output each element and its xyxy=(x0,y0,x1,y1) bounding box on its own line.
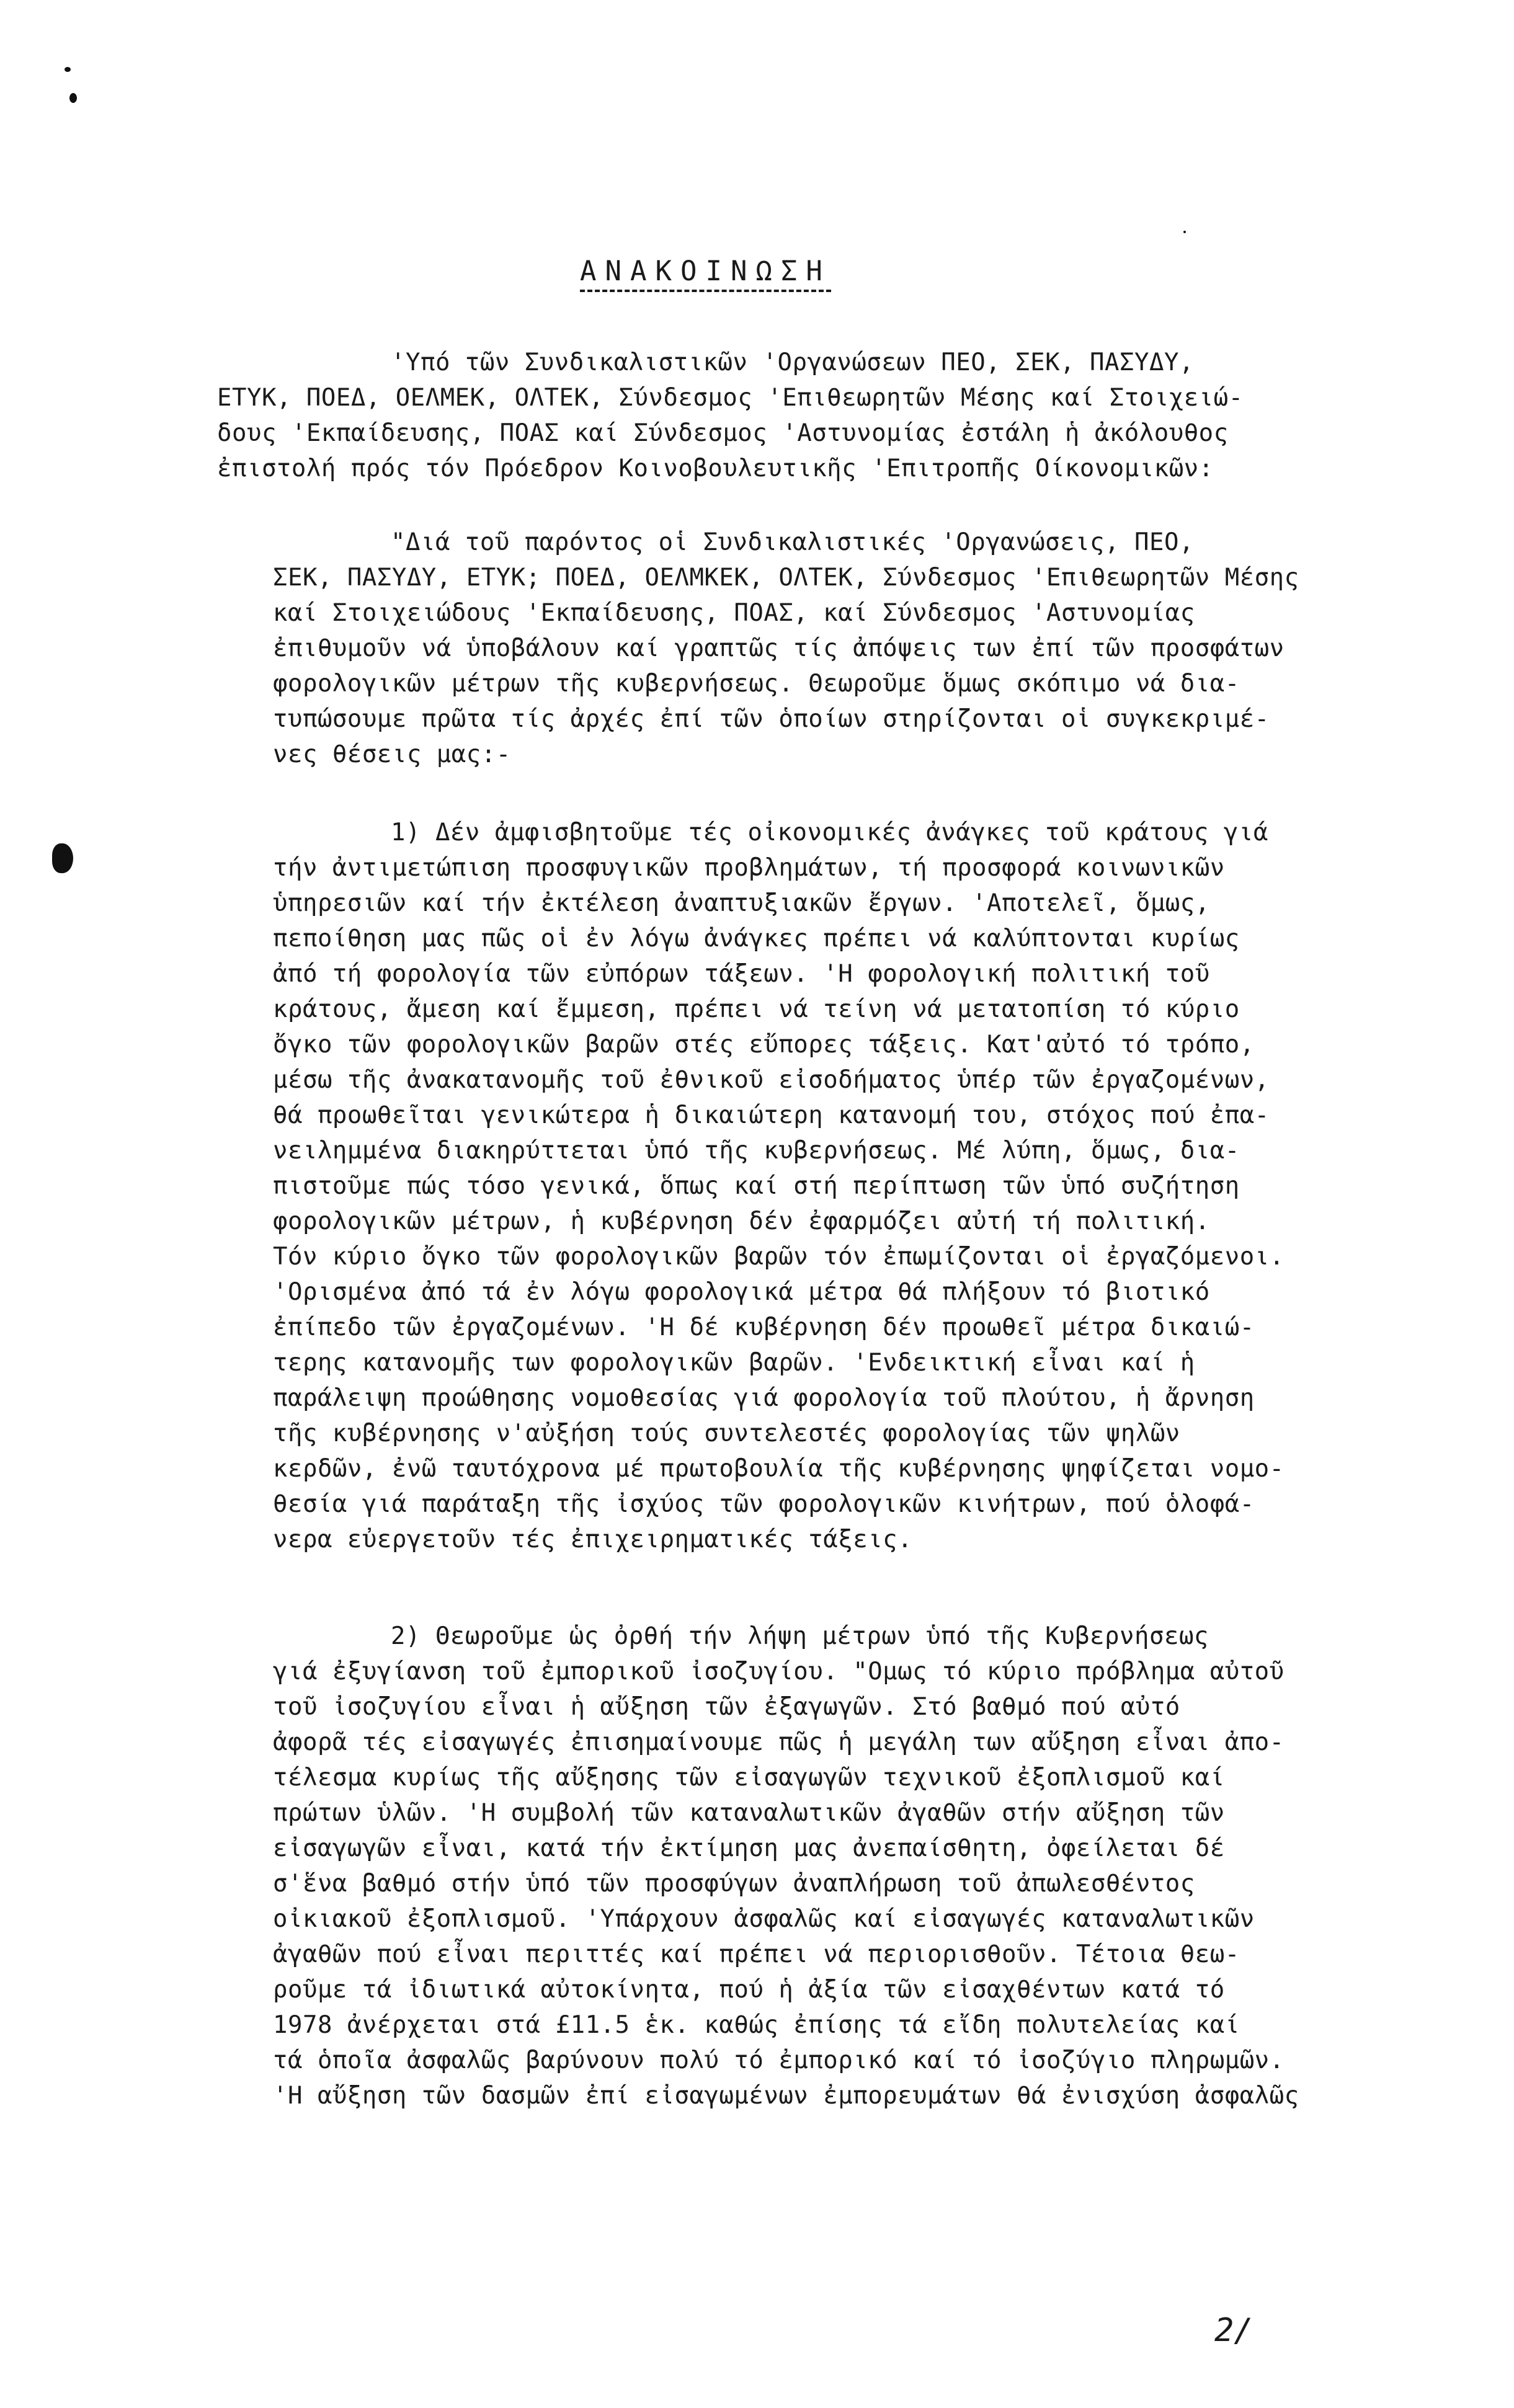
point-1-line: τῆς κυβέρνησης ν'αὐξήση τούς συντελεστές φορολογίας τῶν ψηλῶν xyxy=(273,1419,1180,1447)
letter-line: ἐπιθυμοῦν νά ὑποβάλουν καί γραπτῶς τίς ἀπόψεις των ἐπί τῶν προσφάτων xyxy=(273,634,1285,662)
letter-line: τυπώσουμε πρῶτα τίς ἀρχές ἐπί τῶν ὁποίων στηρίζονται οἱ συγκεκριμέ- xyxy=(273,705,1270,733)
letter-line: φορολογικῶν μέτρων τῆς κυβερνήσεως. Θεωροῦμε ὅμως σκόπιμο νά δια- xyxy=(273,670,1240,698)
point-2-line: σ'ἕνα βαθμό στήν ὑπό τῶν προσφύγων ἀναπλήρωση τοῦ ἀπωλεσθέντος xyxy=(273,1870,1195,1898)
point-1-line: ἐπίπεδο τῶν ἐργαζομένων. 'Η δέ κυβέρνηση δέν προωθεῖ μέτρα δικαιώ- xyxy=(273,1313,1255,1341)
point-2-line: ἀφορᾶ τές εἰσαγωγές ἐπισημαίνουμε πῶς ἡ μεγάλη των αὔξηση εἶναι ἀπο- xyxy=(273,1728,1285,1756)
point-2-line: 'Η αὔξηση τῶν δασμῶν ἐπί εἰσαγωμένων ἐμπορευμάτων θά ἐνισχύση ἀσφαλῶς xyxy=(273,2082,1299,2110)
scan-speck xyxy=(52,843,73,873)
point-2-line: πρώτων ὑλῶν. 'Η συμβολή τῶν καταναλωτικῶν ἀγαθῶν στήν αὔξηση τῶν xyxy=(273,1799,1225,1827)
point-1-line: μέσω τῆς ἀνακατανομῆς τοῦ ἐθνικοῦ εἰσοδήματος ὑπέρ τῶν ἐργαζομένων, xyxy=(273,1066,1270,1094)
point-2-line: 1978 ἀνέρχεται στά £11.5 ἑκ. καθώς ἐπίσης τά εἴδη πολυτελείας καί xyxy=(273,2011,1240,2039)
point-1-line: πεποίθηση μας πῶς οἱ ἐν λόγω ἀνάγκες πρέπει νά καλύπτονται κυρίως xyxy=(273,925,1240,953)
letter-line: "Διά τοῦ παρόντος οἱ Συνδικαλιστικές 'Οργανώσεις, ΠΕΟ, xyxy=(391,528,1194,556)
point-1-line: Τόν κύριο ὄγκο τῶν φορολογικῶν βαρῶν τόν ἐπωμίζονται οἱ ἐργαζόμενοι. xyxy=(273,1243,1285,1271)
point-1-line: παράλειψη προώθησης νομοθεσίας γιά φορολογία τοῦ πλούτου, ἡ ἄρνηση xyxy=(273,1384,1255,1412)
point-2-line: ἀγαθῶν πού εἶναι περιττές καί πρέπει νά περιορισθοῦν. Τέτοια θεω- xyxy=(273,1940,1240,1968)
letter-line: νες θέσεις μας:- xyxy=(273,740,511,768)
point-1-line: ὑπηρεσιῶν καί τήν ἐκτέλεση ἀναπτυξιακῶν ἔργων. 'Αποτελεῖ, ὅμως, xyxy=(273,889,1210,917)
letter-line: ΣΕΚ, ΠΑΣΥΔΥ, ΕΤΥΚ; ΠΟΕΔ, ΟΕΛΜΚΕΚ, ΟΛΤΕΚ, Σύνδεσμος 'Επιθεωρητῶν Μέσης xyxy=(273,564,1299,592)
scan-speck xyxy=(65,67,71,72)
point-1-line: φορολογικῶν μέτρων, ἡ κυβέρνηση δέν ἐφαρμόζει αὐτή τή πολιτική. xyxy=(273,1207,1210,1235)
letter-line: καί Στοιχειώδους 'Εκπαίδευσης, ΠΟΑΣ, καί Σύνδεσμος 'Αστυνομίας xyxy=(273,599,1195,627)
point-1-line: 'Ορισμένα ἀπό τά ἐν λόγω φορολογικά μέτρα θά πλήξουν τό βιοτικό xyxy=(273,1278,1210,1306)
point-2-line: τέλεσμα κυρίως τῆς αὔξησης τῶν εἰσαγωγῶν τεχνικοῦ ἐξοπλισμοῦ καί xyxy=(273,1764,1225,1792)
point-1-line: πιστοῦμε πώς τόσο γενικά, ὅπως καί στή περίπτωση τῶν ὑπό συζήτηση xyxy=(273,1172,1240,1200)
document-title: ΑΝΑΚΟΙΝΩΣΗ xyxy=(580,255,831,292)
point-1-line: κράτους, ἄμεση καί ἔμμεση, πρέπει νά τείνη νά μετατοπίση τό κύριο xyxy=(273,995,1240,1023)
point-2-line: τά ὁποῖα ἀσφαλῶς βαρύνουν πολύ τό ἐμπορικό καί τό ἰσοζύγιο πληρωμῶν. xyxy=(273,2046,1285,2074)
point-1-line: κερδῶν, ἐνῶ ταυτόχρονα μέ πρωτοβουλία τῆς κυβέρνησης ψηφίζεται νομο- xyxy=(273,1455,1285,1483)
point-1-line: ἀπό τή φορολογία τῶν εὐπόρων τάξεων. 'Η φορολογική πολιτική τοῦ xyxy=(273,960,1210,988)
point-1-line: τερης κατανομῆς των φορολογικῶν βαρῶν. 'Ενδεικτική εἶναι καί ἡ xyxy=(273,1349,1195,1377)
scan-speck xyxy=(1183,231,1186,233)
page-number: 2/ xyxy=(1214,2312,1254,2349)
scan-speck xyxy=(69,93,77,103)
point-1-line: νερα εὐεργετοῦν τές ἐπιχειρηματικές τάξεις. xyxy=(273,1526,913,1553)
point-2-line: γιά ἐξυγίανση τοῦ ἐμπορικοῦ ἰσοζυγίου. "Ομως τό κύριο πρόβλημα αὐτοῦ xyxy=(273,1658,1285,1686)
point-2-line: οἰκιακοῦ ἐξοπλισμοῦ. 'Υπάρχουν ἀσφαλῶς καί εἰσαγωγές καταναλωτικῶν xyxy=(273,1905,1255,1933)
point-1-line: ὄγκο τῶν φορολογικῶν βαρῶν στές εὔπορες τάξεις. Κατ'αὐτό τό τρόπο, xyxy=(273,1031,1255,1059)
intro-line: 'Υπό τῶν Συνδικαλιστικῶν 'Οργανώσεων ΠΕΟ, ΣΕΚ, ΠΑΣΥΔΥ, xyxy=(391,349,1194,376)
point-2-line: τοῦ ἰσοζυγίου εἶναι ἡ αὔξηση τῶν ἐξαγωγῶν. Στό βαθμό πού αὐτό xyxy=(273,1693,1180,1721)
intro-line: ἐπιστολή πρός τόν Πρόεδρον Κοινοβουλευτικῆς 'Επιτροπῆς Οίκονομικῶν: xyxy=(217,455,1214,482)
point-2-line: ροῦμε τά ἰδιωτικά αὐτοκίνητα, πού ἡ ἀξία τῶν εἰσαχθέντων κατά τό xyxy=(273,1976,1225,2004)
point-1-line: τήν ἀντιμετώπιση προσφυγικῶν προβλημάτων, τή προσφορά κοινωνικῶν xyxy=(273,854,1225,882)
point-2-line: εἰσαγωγῶν εἶναι, κατά τήν ἐκτίμηση μας ἀνεπαίσθητη, ὀφείλεται δέ xyxy=(273,1834,1225,1862)
intro-line: δους 'Εκπαίδευσης, ΠΟΑΣ καί Σύνδεσμος 'Αστυνομίας ἐστάλη ἡ ἀκόλουθος xyxy=(217,419,1229,447)
point-1-line: 1) Δέν ἀμφισβητοῦμε τές οἰκονομικές ἀνάγκες τοῦ κράτους γιά xyxy=(391,819,1268,846)
intro-line: ΕΤΥΚ, ΠΟΕΔ, ΟΕΛΜΕΚ, ΟΛΤΕΚ, Σύνδεσμος 'Επιθεωρητῶν Μέσης καί Στοιχειώ- xyxy=(217,384,1244,412)
point-1-line: νειλημμένα διακηρύττεται ὑπό τῆς κυβερνήσεως. Μέ λύπη, ὅμως, δια- xyxy=(273,1137,1240,1165)
point-1-line: θεσία γιά παράταξη τῆς ἰσχύος τῶν φορολογικῶν κινήτρων, πού ὁλοφά- xyxy=(273,1490,1255,1518)
point-1-line: θά προωθεῖται γενικώτερα ἡ δικαιώτερη κατανομή του, στόχος πού ἐπα- xyxy=(273,1101,1270,1129)
point-2-line: 2) Θεωροῦμε ὡς ὀρθή τήν λήψη μέτρων ὑπό τῆς Κυβερνήσεως xyxy=(391,1622,1209,1650)
